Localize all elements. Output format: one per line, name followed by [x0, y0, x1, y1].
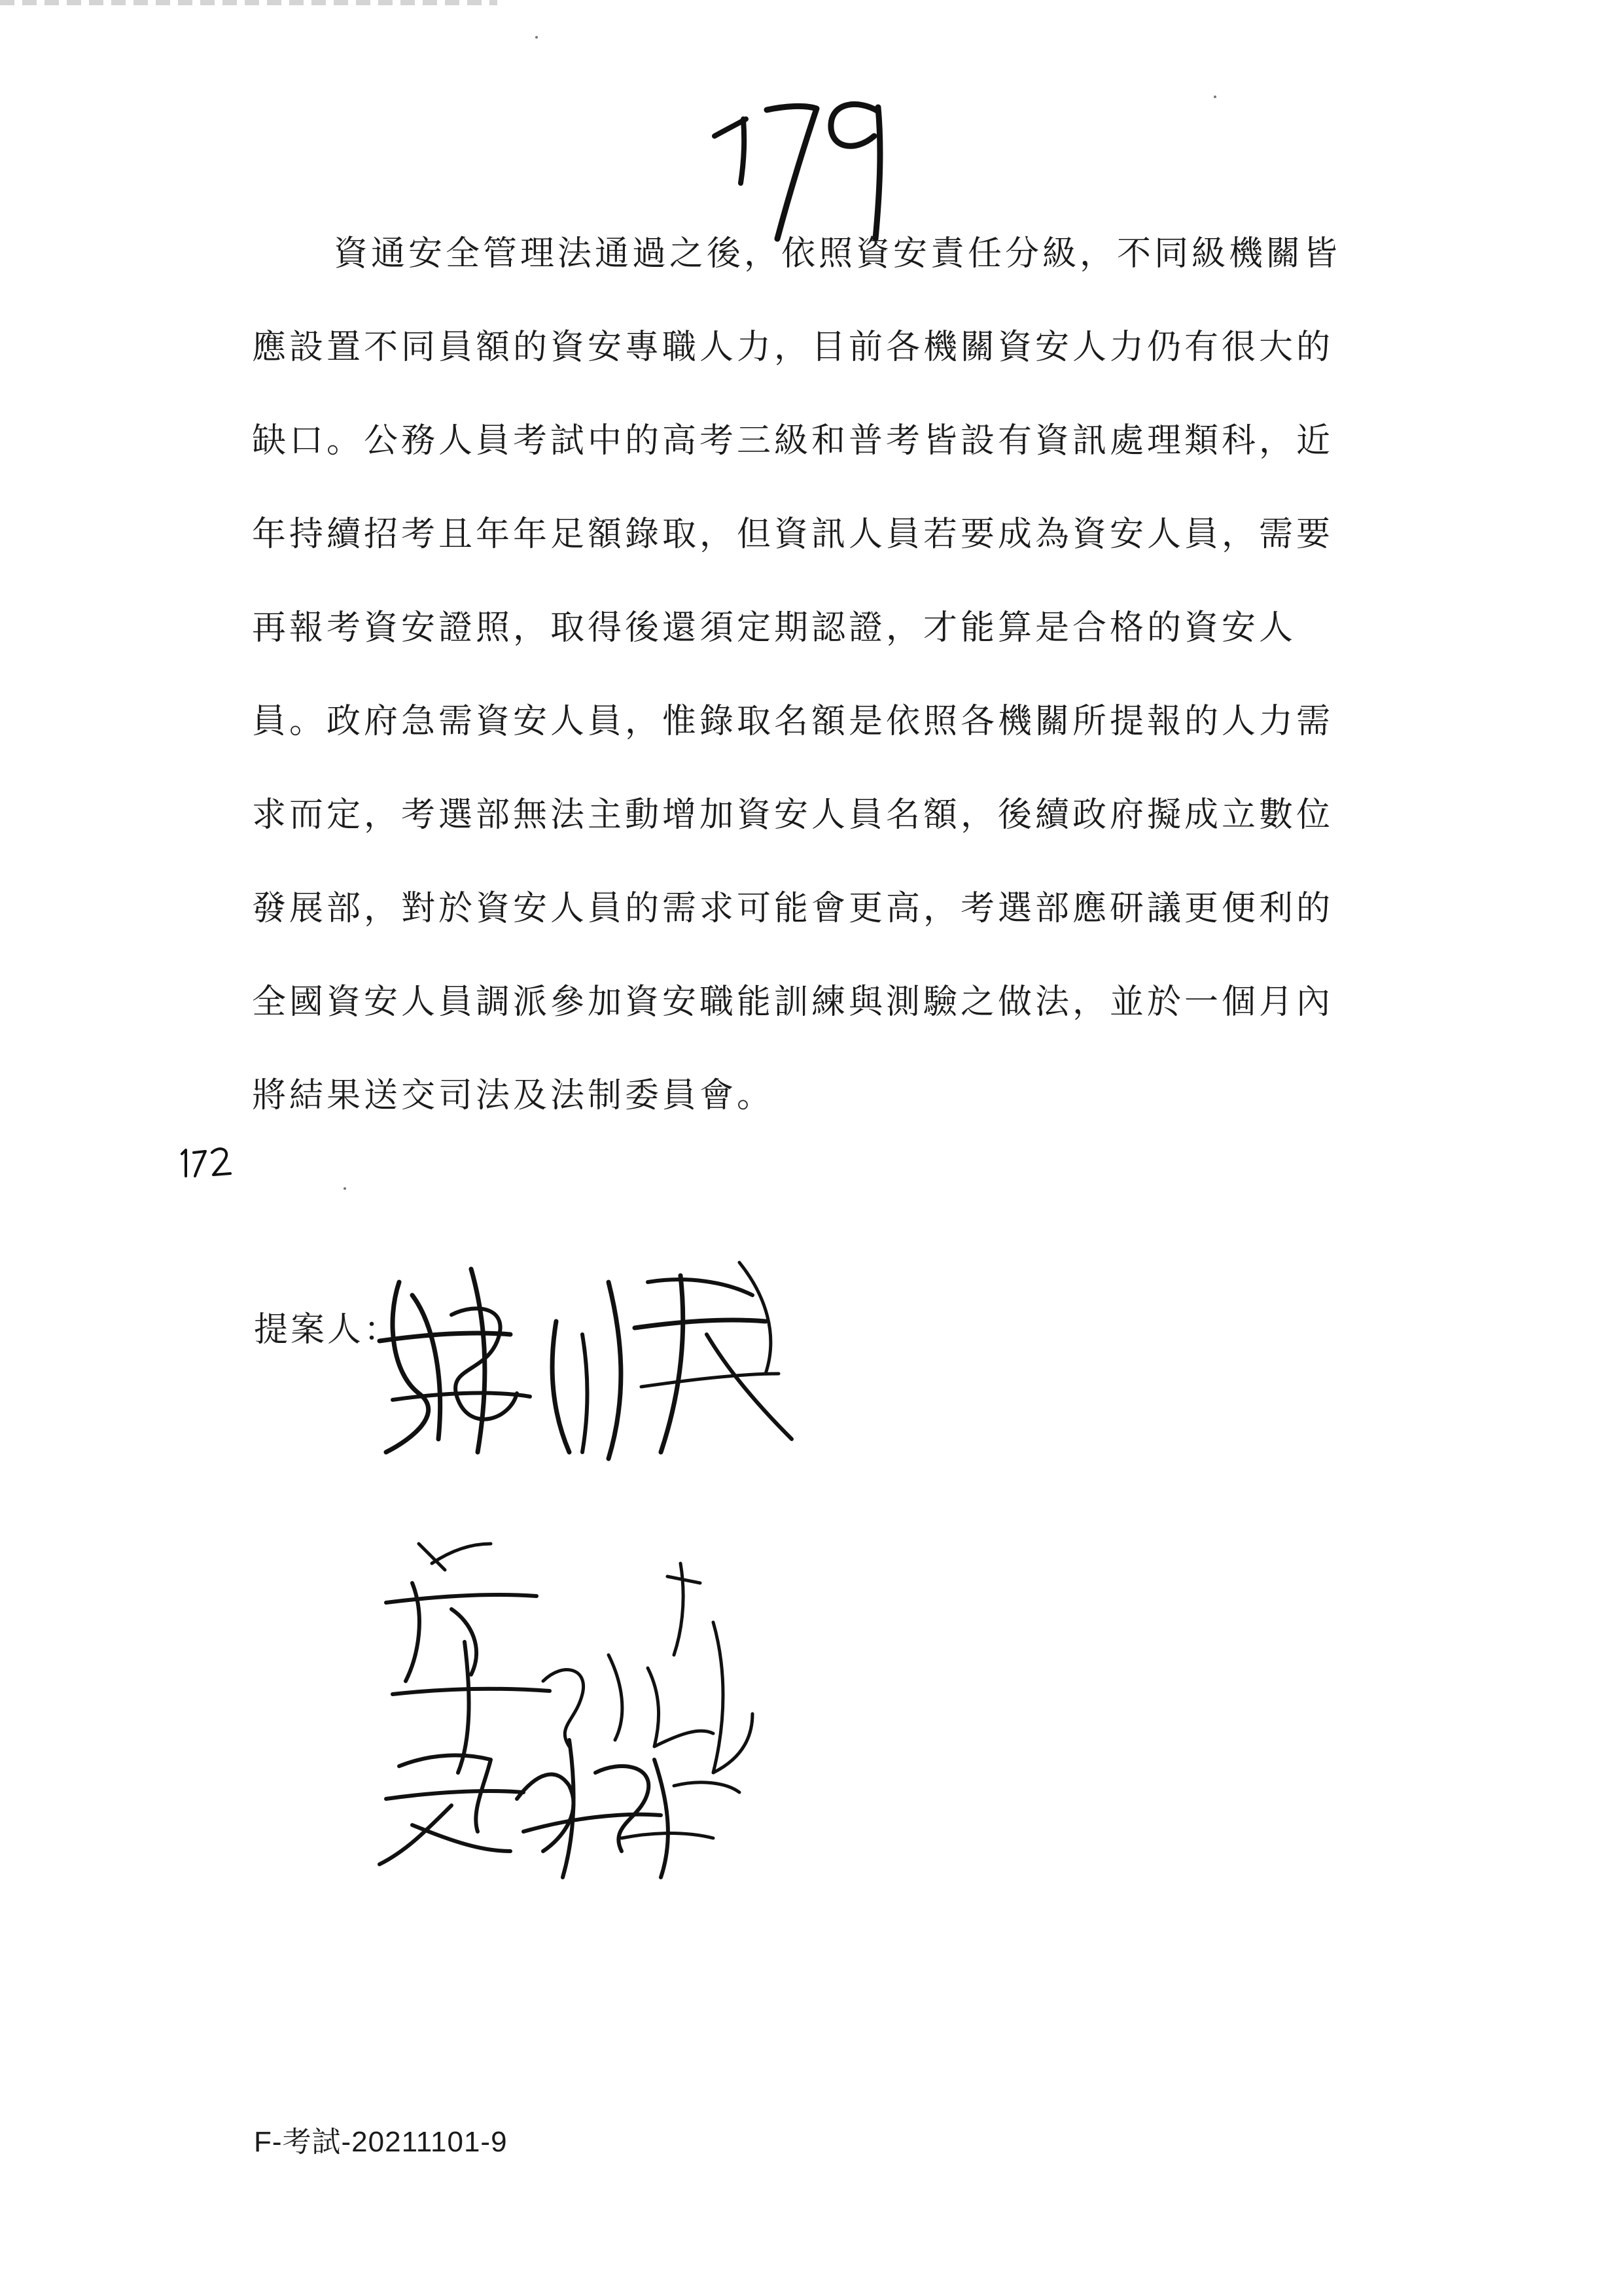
scan-speck — [535, 36, 538, 39]
body-line-2: 應設置不同員額的資安專職人力，目前各機關資安人力仍有很大的 — [252, 328, 1334, 367]
scan-edge-artifact — [0, 0, 497, 5]
body-line-8: 發展部，對於資安人員的需求可能會更高，考選部應研議更便利的 — [252, 889, 1334, 928]
body-line-7: 求而定，考選部無法主動增加資安人員名額，後續政府擬成立數位 — [252, 795, 1334, 835]
handwritten-page-number — [707, 92, 890, 242]
body-line-3: 缺口。公務人員考試中的高考三級和普考皆設有資訊處理類科，近 — [252, 421, 1334, 461]
proposer-label: 提案人： — [254, 1310, 401, 1349]
body-line-1: 資通安全管理法通過之後，依照資安責任分級，不同級機關皆 — [334, 234, 1341, 273]
body-line-9: 全國資安人員調派參加資安職能訓練與測驗之做法，並於一個月內 — [252, 983, 1334, 1022]
body-line-10: 將結果送交司法及法制委員會。 — [252, 1076, 775, 1115]
handwritten-margin-note — [179, 1138, 232, 1177]
document-reference-code: F-考試-20211101-9 — [254, 2126, 508, 2158]
body-line-4: 年持續招考且年年足額錄取，但資訊人員若要成為資安人員，需要 — [252, 515, 1334, 554]
body-line-6: 員。政府急需資安人員，惟錄取名額是依照各機關所提報的人力需 — [252, 702, 1334, 741]
signature-yeh-yu-lan-and-wu-sz-huai — [373, 1524, 792, 1890]
scan-speck — [344, 1187, 346, 1190]
scan-speck — [1214, 96, 1216, 98]
signature-yang-chiung-ying — [373, 1243, 818, 1478]
body-line-5: 再報考資安證照，取得後還須定期認證，才能算是合格的資安人 — [252, 608, 1297, 648]
